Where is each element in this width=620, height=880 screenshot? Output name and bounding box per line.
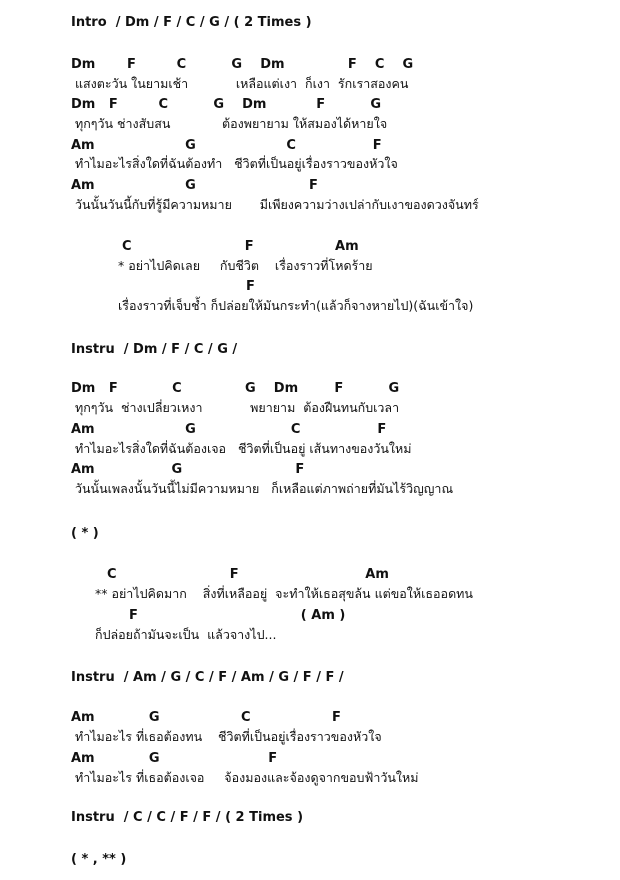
- chorus2-chords-2: F ( Am ): [129, 608, 346, 623]
- verse2-chords-2: Am G C F: [71, 422, 387, 437]
- verse1-chords-4: Am G F: [71, 178, 318, 193]
- instru-line-2: Instru / Am / G / C / F / Am / G / F / F /: [71, 670, 344, 685]
- chorus1-lyrics-1: * อย่าไปคิดเลย กับชีวิต เรื่องราวที่โหดร้าย: [118, 258, 373, 273]
- chorus2-lyrics-2: ก็ปล่อยถ้ามันจะเป็น แล้วจางไป...: [95, 627, 277, 642]
- verse3-lyrics-2: ทำไมอะไร ที่เธอต้องเจอ จ้องมองและจ้องดูจากขอบฟ้าวันใหม่: [71, 770, 419, 785]
- chorus-reference: ( * ): [71, 526, 99, 541]
- chorus1-lyrics-2: เรื่องราวที่เจ็บช้ำ ก็ปล่อยให้มันกระทำ(แล้วก็จางหายไป)(ฉันเข้าใจ): [118, 298, 474, 313]
- verse2-lyrics-2: ทำไมอะไรสิ่งใดที่ฉันต้องเจอ ชีวิตที่เป็นอยู่ เส้นทางของวันใหม่: [71, 441, 412, 456]
- verse1-chords-3: Am G C F: [71, 138, 382, 153]
- verse2-chords-3: Am G F: [71, 462, 305, 477]
- verse1-lyrics-3: ทำไมอะไรสิ่งใดที่ฉันต้องทำ ชีวิตที่เป็นอยู่เรื่องราวของหัวใจ: [71, 156, 398, 171]
- verse2-lyrics-3: วันนั้นเพลงนั้นวันนี้ไม่มีความหมาย ก็เหลือแต่ภาพถ่ายที่มันไร้วิญญาณ: [71, 481, 454, 496]
- verse3-chords-1: Am G C F: [71, 710, 341, 725]
- verse2-lyrics-1: ทุกๆวัน ช่างเปลี่ยวเหงา พยายาม ต้องฝืนทนกับเวลา: [71, 400, 400, 415]
- verse1-chords-1: Dm F C G Dm F C G: [71, 57, 414, 72]
- verse3-lyrics-1: ทำไมอะไร ที่เธอต้องทน ชีวิตที่เป็นอยู่เรื่องราวของหัวใจ: [71, 729, 382, 744]
- chorus1-chords-1: C F Am: [122, 239, 359, 254]
- chorus2-lyrics-1: ** อย่าไปคิดมาก สิ่งที่เหลืออยู่ จะทำให้เธอสุขล้น แต่ขอให้เธออดทน: [95, 586, 473, 601]
- verse3-chords-2: Am G F: [71, 751, 278, 766]
- verse1-lyrics-1: แสงตะวัน ในยามเช้า เหลือแต่เงา ก็เงา รักเราสองคน: [71, 76, 409, 91]
- ending-reference: ( * , ** ): [71, 852, 127, 867]
- instru-line-3: Instru / C / C / F / F / ( 2 Times ): [71, 810, 304, 825]
- verse1-lyrics-2: ทุกๆวัน ช่างสับสน ต้องพยายาม ให้สมองได้หายใจ: [71, 116, 388, 131]
- verse2-chords-1: Dm F C G Dm F G: [71, 381, 400, 396]
- chorus2-chords-1: C F Am: [107, 567, 389, 582]
- chorus1-chords-2: F: [246, 279, 255, 294]
- instru-line-1: Instru / Dm / F / C / G /: [71, 342, 238, 357]
- verse1-lyrics-4: วันนั้นวันนี้กับที่รู้มีความหมาย มีเพียงความว่างเปล่ากับเงาของดวงจันทร์: [71, 197, 479, 212]
- intro-line: Intro / Dm / F / C / G / ( 2 Times ): [71, 15, 312, 30]
- verse1-chords-2: Dm F C G Dm F G: [71, 97, 382, 112]
